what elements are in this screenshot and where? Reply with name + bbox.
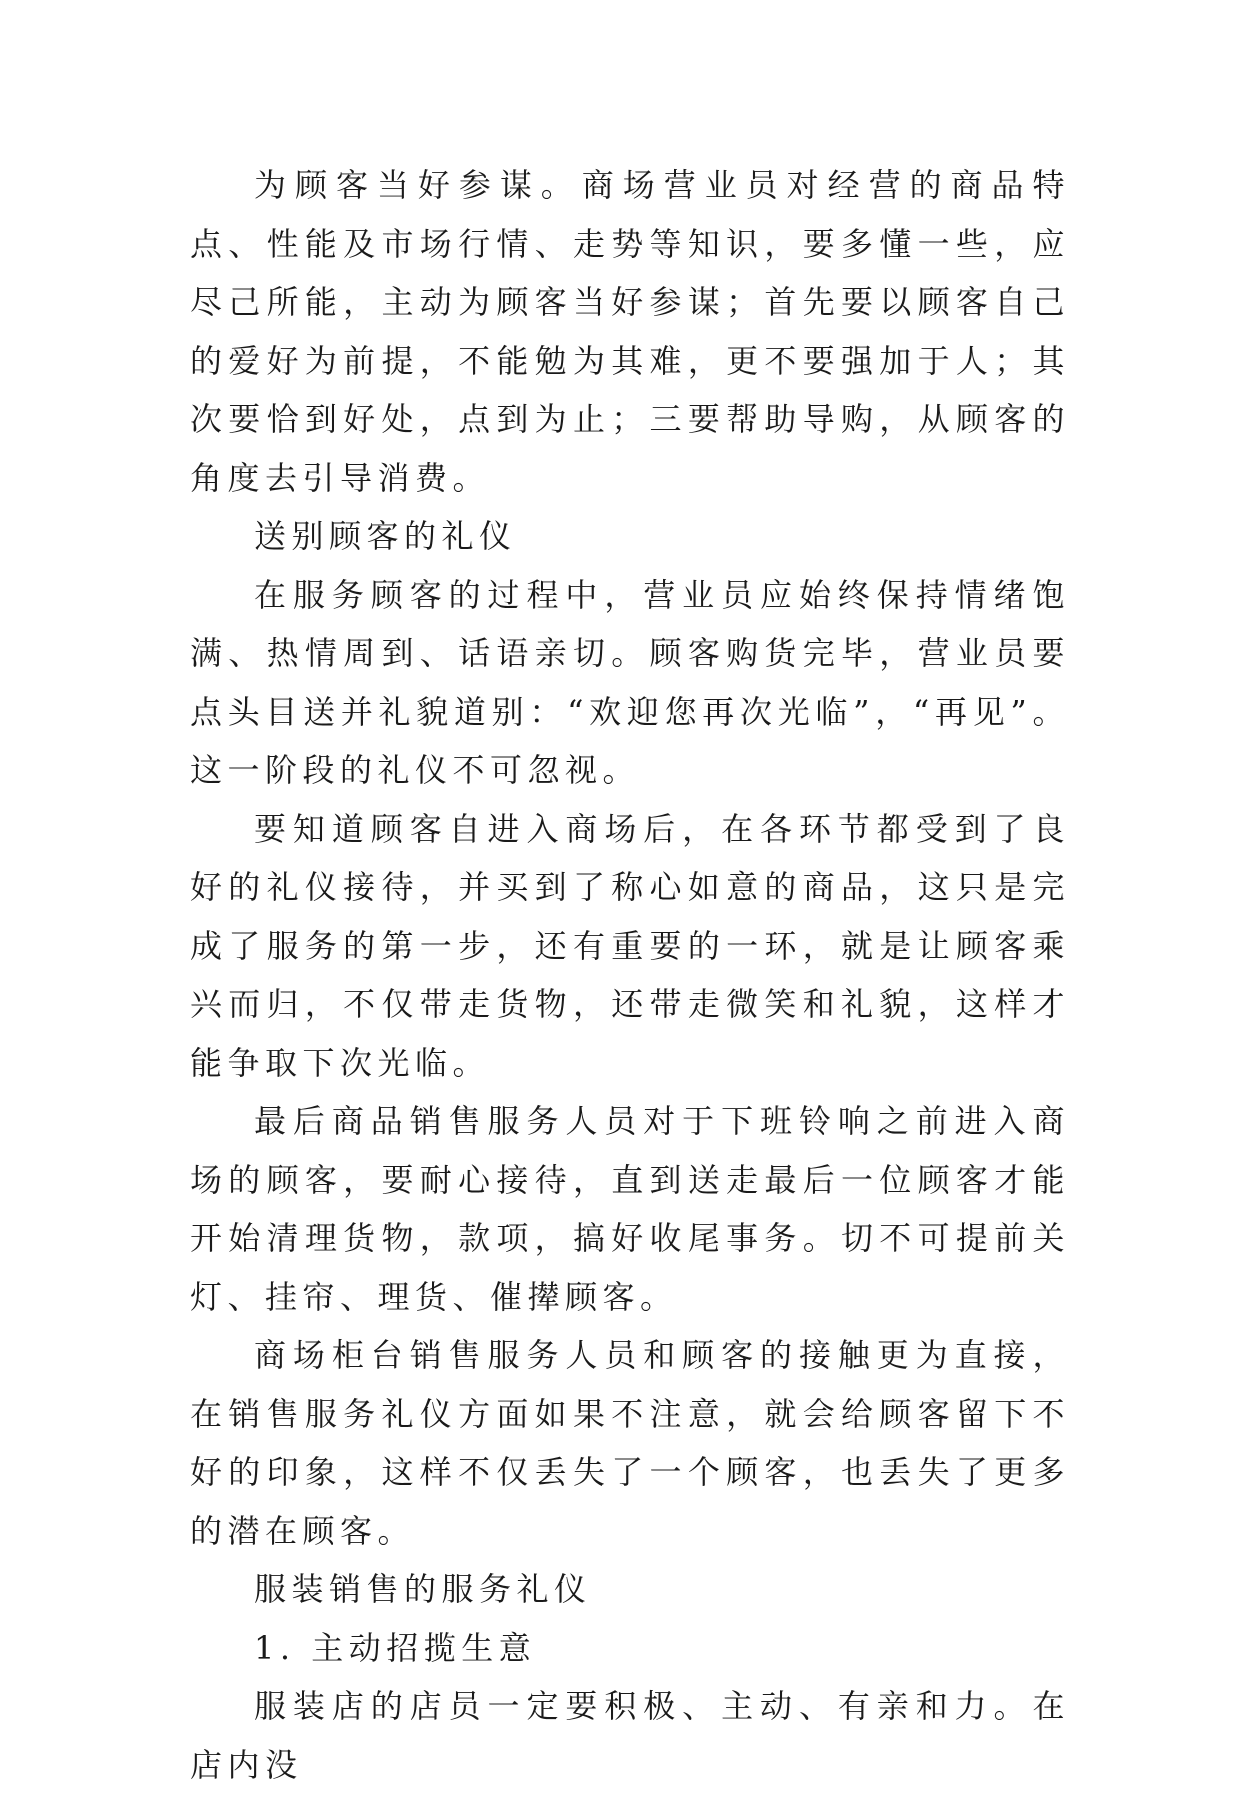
heading-item-1: 1. 主动招揽生意 xyxy=(254,1628,537,1667)
paragraph-satisfied-return: 要知道顾客自进入商场后，在各环节都受到了良好的礼仪接待，并买到了称心如意的商品，这只是完成了服务的第一步，还有重要的一环，就是让顾客乘兴而归，不仅带走货物，还带走微笑和礼貌，这样才能争取下次光临。 xyxy=(190,809,1070,1082)
document-body xyxy=(190,156,1070,1794)
heading-clothing-etiquette: 服装销售的服务礼仪 xyxy=(254,1570,592,1608)
heading-farewell-etiquette: 送别顾客的礼仪 xyxy=(254,517,517,555)
paragraph-clothing-store: 服装店的店员一定要积极、主动、有亲和力。在店内没 xyxy=(190,1687,1070,1784)
paragraph-farewell: 在服务顾客的过程中，营业员应始终保持情绪饱满、热情周到、话语亲切。顾客购货完毕，营业员要点头目送并礼貌道别：“欢迎您再次光临”，“再见”。这一阶段的礼仪不可忽视。 xyxy=(190,575,1070,789)
paragraph-counter-service: 商场柜台销售服务人员和顾客的接触更为直接，在销售服务礼仪方面如果不注意，就会给顾客留下不好的印象，这样不仅丢失了一个顾客，也丢失了更多的潜在顾客。 xyxy=(190,1336,1070,1550)
paragraph-advice: 为顾客当好参谋。商场营业员对经营的商品特点、性能及市场行情、走势等知识，要多懂一些，应尽己所能，主动为顾客当好参谋；首先要以顾客自己的爱好为前提，不能勉为其难，更不要强加于人；其次要恰到好处，点到为止；三要帮助导购，从顾客的角度去引导消费。 xyxy=(190,166,1070,497)
paragraph-closing-time: 最后商品销售服务人员对于下班铃响之前进入商场的顾客，要耐心接待，直到送走最后一位顾客才能开始清理货物，款项，搞好收尾事务。切不可提前关灯、挂帘、理货、催撵顾客。 xyxy=(190,1102,1070,1316)
